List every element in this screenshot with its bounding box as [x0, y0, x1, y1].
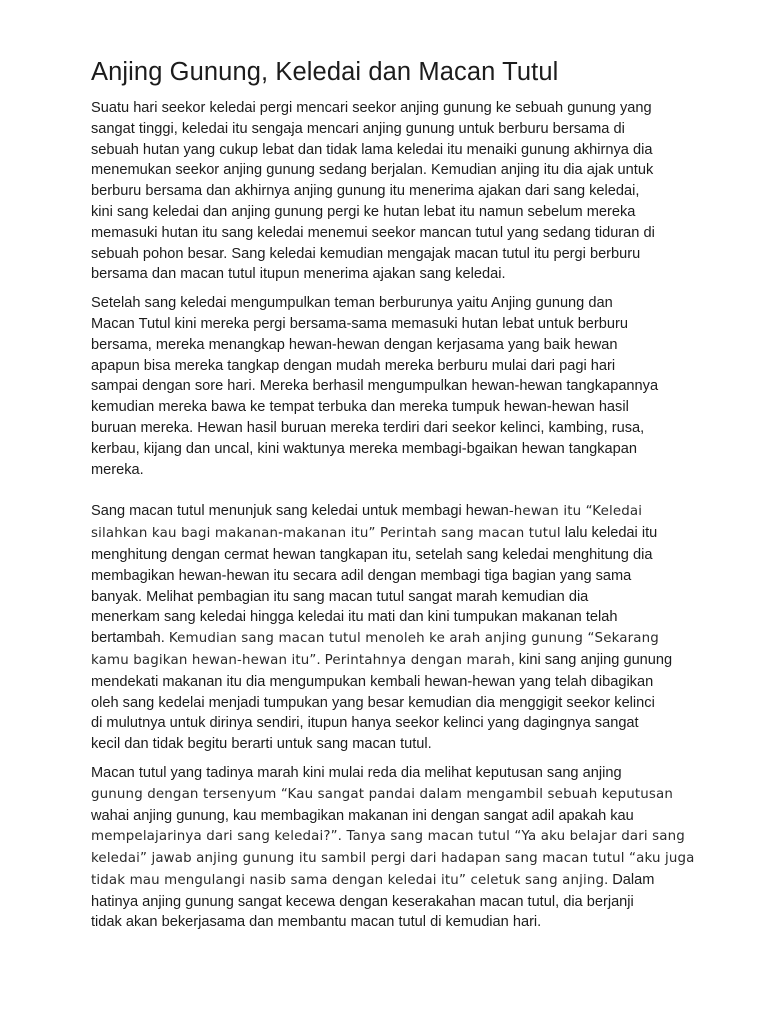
- text-segment: oleh sang kedelai menjadi tumpukan yang besar kemudian dia menggigit seekor kelinci: [91, 694, 655, 711]
- text-segment: .: [316, 651, 325, 668]
- text-line: [91, 892, 681, 913]
- text-segment: . Dalam: [604, 871, 655, 888]
- text-line: [91, 181, 681, 202]
- text-line: [91, 693, 681, 714]
- text-segment: silahkan kau bagi makanan: [91, 526, 279, 542]
- text-segment: Sang macan tutul menunjuk sang keledai untuk membagi hewan: [91, 503, 509, 520]
- text-segment: bersama, mereka menangkap hewan-hewan dengan kerjasama yang baik hewan: [91, 336, 618, 353]
- text-segment: sangat tinggi, keledai itu sengaja mencari anjing gunung untuk berburu bersama di: [91, 120, 625, 137]
- text-line: [91, 418, 681, 439]
- text-segment: Perintahnya dengan marah: [324, 652, 511, 668]
- text-segment: makanan itu” Perintah sang macan tutul: [283, 526, 561, 542]
- text-line: [91, 607, 681, 628]
- text-line: [91, 806, 681, 827]
- text-line: [91, 356, 681, 377]
- text-segment: berburu bersama dan akhirnya anjing gunung itu menerima ajakan dari sang keledai,: [91, 183, 640, 200]
- text-line: [91, 523, 681, 545]
- text-line: [91, 264, 681, 285]
- text-segment: gunung dengan tersenyum “Kau sangat pandai dalam mengambil sebuah keputusan: [91, 786, 674, 802]
- text-segment: di mulutnya untuk dirinya sendiri, itupun hanya seekor kelinci yang dagingnya sangat: [91, 715, 639, 732]
- text-segment: keledai” jawab anjing gunung itu sambil pergi dari hadapan sang macan tutul “aku juga: [91, 851, 695, 867]
- text-segment: buruan mereka. Hewan hasil buruan mereka terdiri dari seekor kelinci, kambing, rusa,: [91, 419, 645, 436]
- text-segment: Macan Tutul kini mereka pergi bersama-sama memasuki hutan lebat untuk berburu: [91, 315, 628, 332]
- text-line: [91, 566, 681, 587]
- text-line: [91, 314, 681, 335]
- text-segment: kini sang keledai dan anjing gunung pergi ke hutan lebat itu namun sebelum mereka: [91, 203, 636, 220]
- text-line: [91, 672, 681, 693]
- text-line: [91, 223, 681, 244]
- text-segment: apapun bisa mereka tangkap dengan mudah mereka berburu mulai dari pagi hari: [91, 357, 616, 374]
- text-segment: , kini sang anjing gunung: [510, 651, 673, 668]
- text-segment: mereka.: [91, 461, 144, 478]
- text-segment: Suatu hari seekor keledai pergi mencari seekor anjing gunung ke sebuah gunung yang: [91, 100, 652, 116]
- text-segment: lalu keledai itu: [560, 525, 658, 542]
- text-line: [91, 826, 685, 848]
- text-line: [91, 870, 681, 892]
- text-segment: memasuki hutan itu sang keledai menemui seekor mancan tutul yang sedang tiduran di: [91, 224, 655, 241]
- paragraph: [91, 763, 695, 933]
- text-line: [91, 140, 681, 161]
- text-line: [91, 650, 681, 672]
- text-line: [91, 160, 681, 181]
- document-title: Anjing Gunung, Keledai dan Macan Tutul: [91, 58, 559, 86]
- text-line: [91, 784, 681, 806]
- paragraph: [91, 501, 681, 755]
- text-line: [91, 713, 681, 734]
- text-segment: bertambah.: [91, 630, 169, 647]
- text-segment: tidak mau mengulangi nasib sama dengan keledai itu” celetuk sang anjing: [91, 872, 605, 888]
- text-line: [91, 628, 681, 650]
- text-segment: menemukan seekor anjing gunung sedang berjalan. Kemudian anjing itu dia ajak untuk: [91, 162, 654, 179]
- document-page: [91, 54, 695, 933]
- text-line: [91, 734, 681, 755]
- text-segment: tidak akan bekerjasama dan membantu macan tutul di kemudian hari.: [91, 914, 542, 931]
- text-segment: -hewan itu “Keledai: [508, 504, 643, 520]
- text-line: [91, 439, 681, 460]
- text-segment: bersama dan macan tutul itupun menerima ajakan sang keledai.: [91, 266, 506, 283]
- text-segment: kamu bagikan hewan-hewan itu”: [91, 652, 317, 668]
- paragraph: [91, 293, 681, 480]
- text-segment: sebuah pohon besar. Sang keledai kemudian mengajak macan tutul itu pergi berburu: [91, 245, 641, 262]
- text-line: [91, 763, 681, 784]
- paragraph: [91, 98, 681, 285]
- text-line: [91, 587, 681, 608]
- text-segment: menghitung dengan cermat hewan tangkapan itu, setelah sang keledai menghitung dia: [91, 546, 653, 563]
- text-segment: sebuah hutan yang cukup lebat dan tidak lama keledai itu menaiki gunung akhirnya dia: [91, 141, 653, 158]
- text-line: [91, 912, 681, 933]
- text-segment: kerbau, kijang dan uncal, kini waktunya mereka membagi-bgaikan hewan tangkapan: [91, 440, 637, 457]
- text-line: [91, 119, 681, 140]
- text-segment: Setelah sang keledai mengumpulkan teman berburunya yaitu Anjing gunung dan: [91, 295, 613, 312]
- text-segment: wahai anjing gunung, kau membagikan makanan ini dengan sangat adil apakah kau: [91, 807, 634, 824]
- text-line: [91, 335, 681, 356]
- text-line: [91, 460, 681, 481]
- text-segment: mempelajarinya dari sang keledai?”. Tanya sang macan tutul “Ya aku belajar dari sang: [91, 829, 685, 845]
- text-segment: membagikan hewan-hewan itu secara adil dengan membagi tiga bagian yang sama: [91, 567, 632, 584]
- text-line: [91, 244, 681, 265]
- text-segment: Kemudian sang macan tutul menoleh ke arah anjing gunung “Sekarang: [168, 631, 659, 647]
- text-line: [91, 501, 681, 523]
- text-segment: Macan tutul yang tadinya marah kini mulai reda dia melihat keputusan sang anjing: [91, 764, 622, 781]
- text-segment: -: [278, 525, 284, 542]
- text-segment: kemudian mereka bawa ke tempat terbuka dan mereka tumpuk hewan-hewan hasil: [91, 399, 629, 416]
- text-segment: kecil dan tidak begitu berarti untuk sang macan tutul.: [91, 736, 432, 753]
- text-line: [91, 848, 695, 870]
- text-line: [91, 202, 681, 223]
- text-line: [91, 545, 681, 566]
- text-line: [91, 98, 681, 119]
- text-line: [91, 293, 681, 314]
- text-segment: sampai dengan sore hari. Mereka berhasil mengumpulkan hewan-hewan tangkapannya: [91, 378, 659, 395]
- text-segment: menerkam sang keledai hingga keledai itu mati dan kini tumpukan makanan telah: [91, 609, 618, 626]
- text-segment: mendekati makanan itu dia mengumpukan kembali hewan-hewan yang telah dibagikan: [91, 673, 654, 690]
- text-segment: hatinya anjing gunung sangat kecewa dengan keserakahan macan tutul, dia berjanji: [91, 893, 634, 910]
- text-line: [91, 376, 681, 397]
- text-segment: banyak. Melihat pembagian itu sang macan tutul sangat marah kemudian dia: [91, 588, 589, 605]
- document-body: [91, 98, 695, 933]
- text-line: [91, 397, 681, 418]
